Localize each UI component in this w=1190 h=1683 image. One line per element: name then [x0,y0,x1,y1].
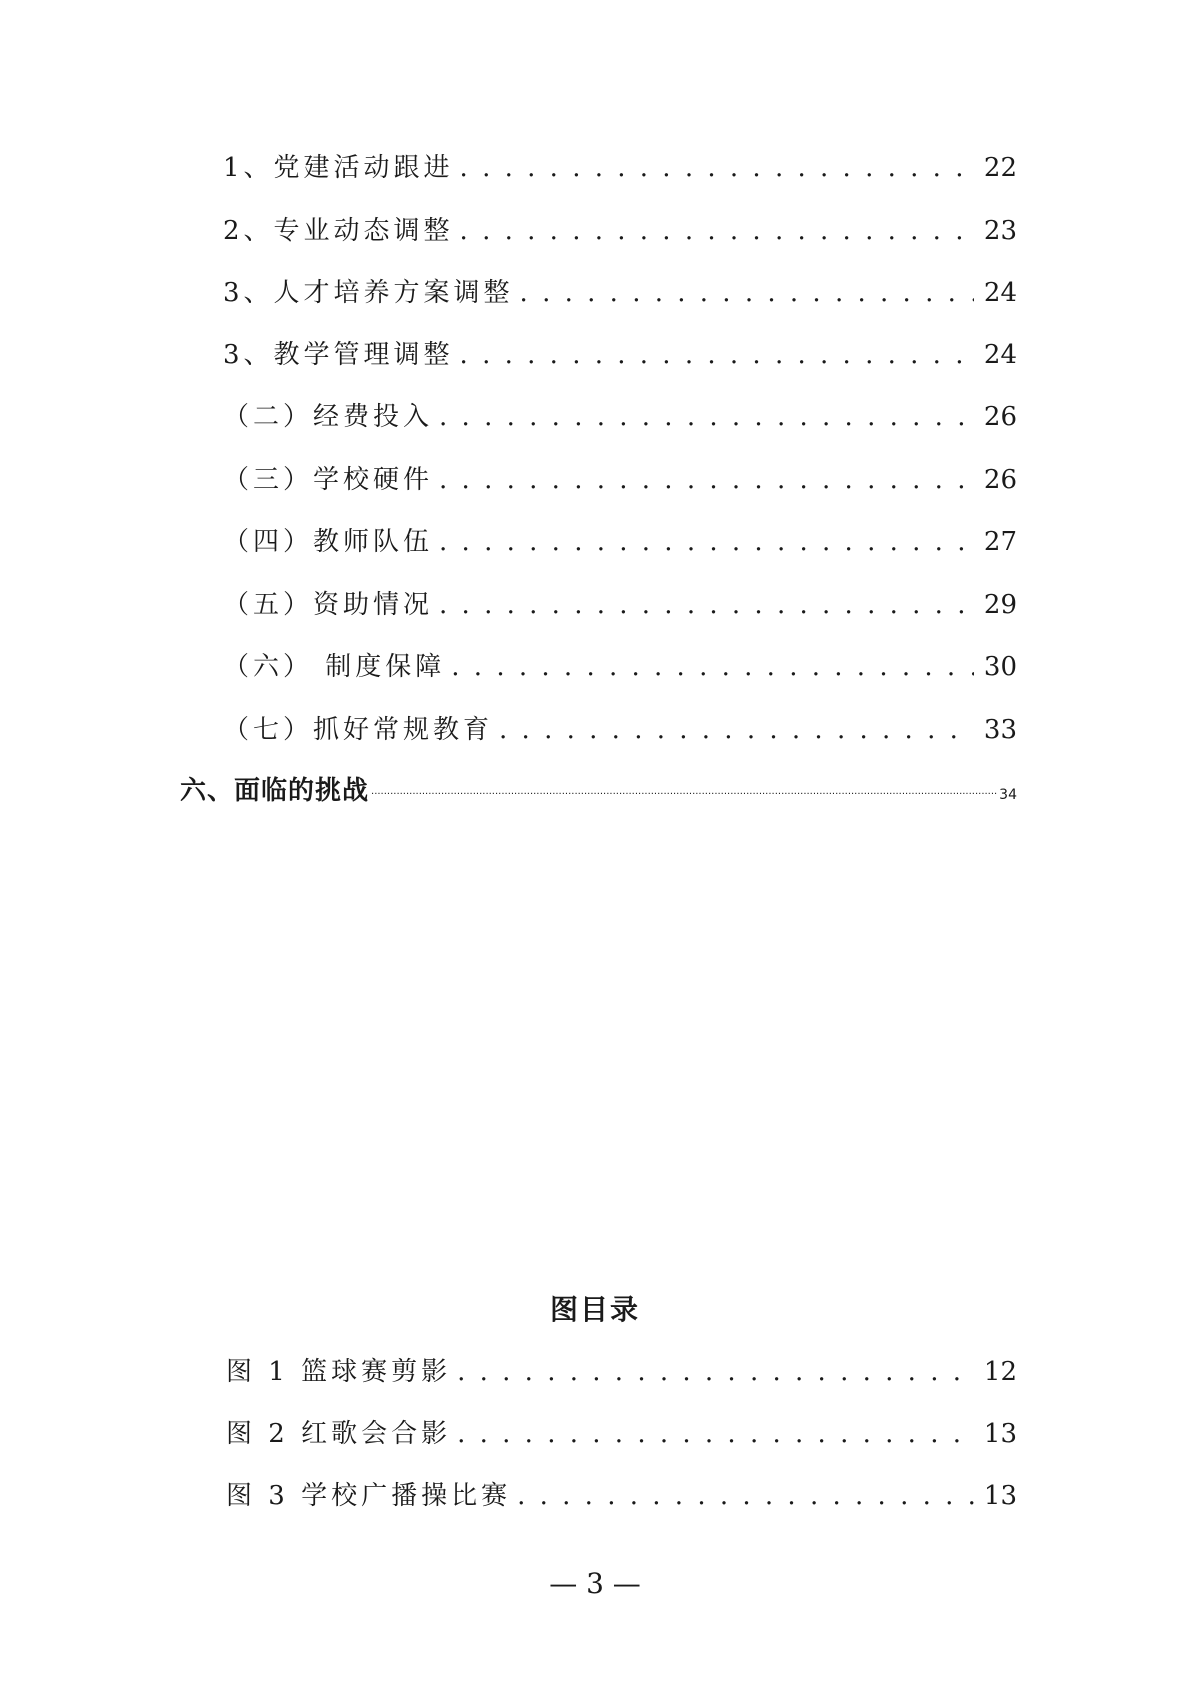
toc-entry-page: 34 [999,787,1017,803]
toc-entry-label: （六） 制度保障 [223,652,446,682]
toc-entry-page: 33 [983,715,1017,745]
dot-leader [517,1481,974,1511]
figure-entry[interactable] [226,1475,1017,1512]
figure-entry[interactable] [226,1351,1017,1388]
toc-entry-page: 26 [983,465,1017,495]
toc-entry-label: 六、面临的挑战 [180,776,370,806]
toc-entry-page: 22 [983,153,1017,183]
toc-entry[interactable] [223,646,1017,683]
toc-entry[interactable] [223,521,1017,558]
figure-entry-page: 12 [983,1357,1017,1387]
dot-leader [457,1419,974,1449]
toc-entry-page: 23 [983,216,1017,246]
dot-leader [499,715,974,745]
dot-leader [460,153,974,183]
dot-leader [439,527,974,557]
toc-entry-label: 2、专业动态调整 [223,216,454,246]
toc-entry[interactable] [223,147,1017,184]
figure-entry-page: 13 [983,1481,1017,1511]
dot-leader [457,1357,974,1387]
figure-entry-label: 图 1 篮球赛剪影 [226,1357,452,1387]
toc-entry[interactable] [223,334,1017,371]
dot-leader [451,652,974,682]
toc-entry-label: （五）资助情况 [223,590,434,620]
toc-entry[interactable] [223,584,1017,621]
toc-entry-label: （四）教师队伍 [223,527,434,557]
toc-entry-label: （七）抓好常规教育 [223,715,494,745]
toc-entry-label: （三）学校硬件 [223,465,434,495]
toc-entry[interactable] [223,709,1017,746]
toc-entry-page: 29 [983,590,1017,620]
dot-leader [439,402,974,432]
toc-entry-level1[interactable] [180,770,1017,807]
toc-entry-page: 27 [983,527,1017,557]
toc-entry-label: 1、党建活动跟进 [223,153,454,183]
dot-leader [460,216,974,246]
figure-entry-page: 13 [983,1419,1017,1449]
toc-entry-page: 24 [983,278,1017,308]
toc-entry-page: 26 [983,402,1017,432]
toc-entry[interactable] [223,272,1017,309]
toc-entry[interactable] [223,210,1017,247]
figure-entry-label: 图 3 学校广播操比赛 [226,1481,512,1511]
toc-entry-label: 3、教学管理调整 [223,340,454,370]
figure-list-title: 图目录 [549,1293,640,1326]
dot-leader [460,340,974,370]
toc-entry[interactable] [223,396,1017,433]
toc-entry-page: 30 [983,652,1017,682]
dot-leader [520,278,974,308]
toc-entry-label: （二）经费投入 [223,402,434,432]
dot-leader [439,590,974,620]
figure-entry-label: 图 2 红歌会合影 [226,1419,452,1449]
toc-entry[interactable] [223,459,1017,496]
toc-entry-page: 24 [983,340,1017,370]
figure-entry[interactable] [226,1413,1017,1450]
page-number: — 3 — [549,1567,641,1600]
toc-entry-label: 3、人才培养方案调整 [223,278,514,308]
dot-leader [371,771,997,801]
dot-leader [439,465,974,495]
